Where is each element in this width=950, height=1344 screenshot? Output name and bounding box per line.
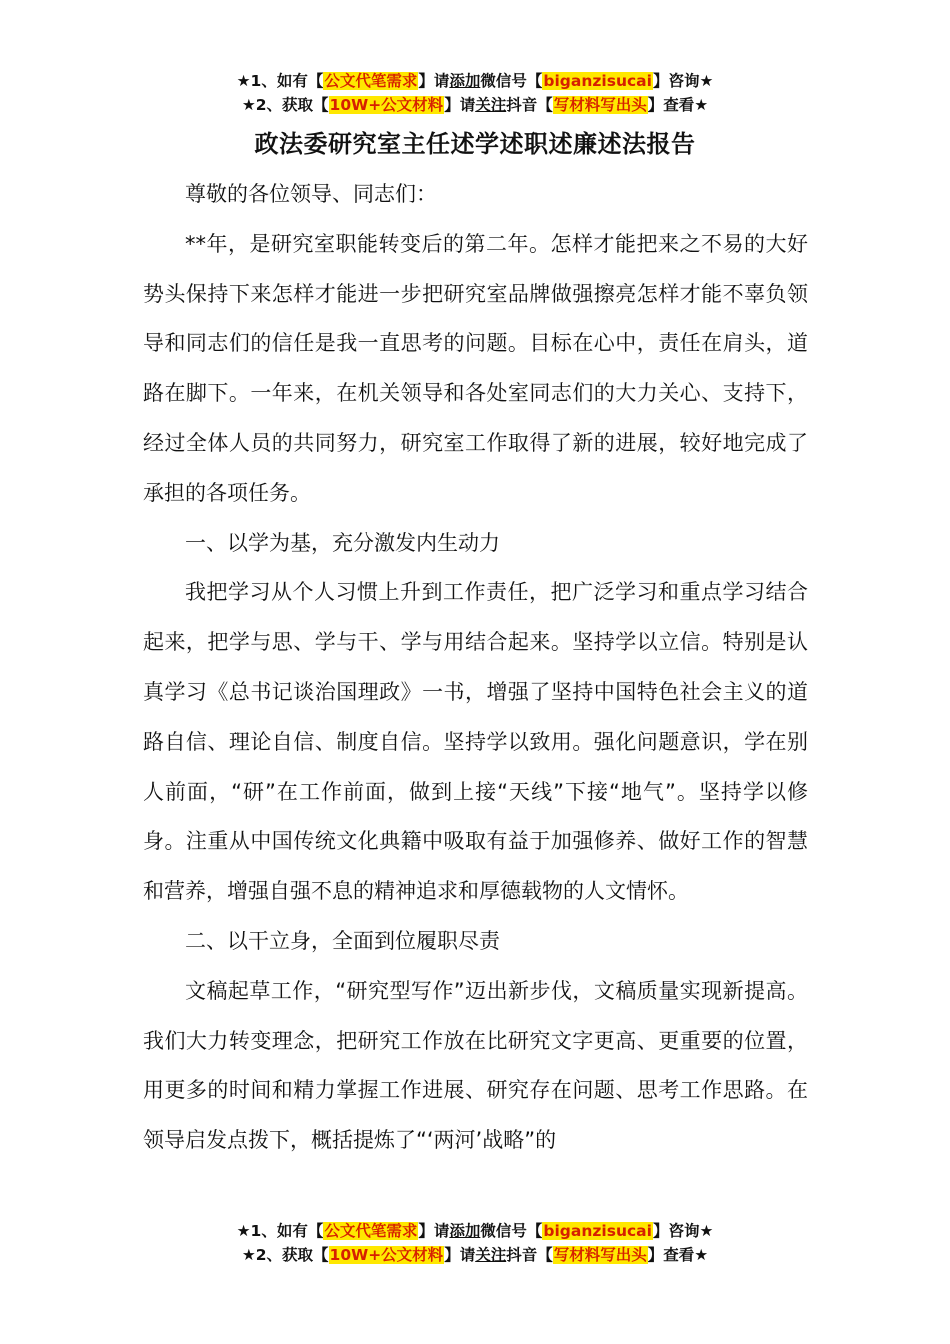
- banner-emphasis: 关注: [475, 1246, 507, 1264]
- wechat-id: biganzisucai: [543, 72, 652, 90]
- douyin-account: 写材料写出头: [553, 1246, 647, 1264]
- document-body: [143, 170, 808, 1166]
- header-banner: [0, 69, 950, 117]
- paragraph-work: 文稿起草工作，“研究型写作”迈出新步伐，文稿质量实现新提高。我们大力转变理念，把研究工作放在比研究文字更高、更重要的位置，用更多的时间和精力掌握工作进展、研究存在问题、思考工作思路。在领导启发点拨下，概括提炼了“‘两河’战略”的: [143, 978, 808, 1153]
- document-title: 政法委研究室主任述学述职述廉述法报告: [254, 130, 696, 158]
- banner-text: ★2、获取【: [241, 96, 329, 114]
- banner-emphasis: 添加: [449, 1222, 481, 1240]
- section-heading-2: 二、以干立身，全面到位履职尽责: [185, 928, 500, 953]
- service-tag: 公文代笔需求: [324, 1222, 418, 1240]
- banner-text: 】请: [444, 1246, 476, 1264]
- banner-text: 抖音【: [506, 96, 553, 114]
- materials-tag: 10W+公文材料: [329, 1246, 444, 1264]
- banner-emphasis: 添加: [449, 72, 481, 90]
- footer-banner: [0, 1219, 950, 1267]
- paragraph-intro: **年，是研究室职能转变后的第二年。怎样才能把来之不易的大好势头保持下来怎样才能进一步把研究室品牌做强擦亮怎样才能不辜负领导和同志们的信任是我一直思考的问题。目标在心中，责任在肩头，道路在脚下。一年来，在机关领导和各处室同志们的大力关心、支持下，经过全体人员的共同努力，研究室工作取得了新的进展，较好地完成了承担的各项任务。: [143, 231, 808, 505]
- wechat-id: biganzisucai: [543, 1222, 652, 1240]
- banner-text: 微信号【: [480, 1222, 543, 1240]
- banner-line-1: [0, 69, 950, 93]
- banner-line-2: [0, 1243, 950, 1267]
- banner-text: 】咨询★: [652, 1222, 714, 1240]
- banner-emphasis: 关注: [475, 96, 507, 114]
- banner-text: ★2、获取【: [241, 1246, 329, 1264]
- materials-tag: 10W+公文材料: [329, 96, 444, 114]
- banner-text: ★1、如有【: [236, 72, 324, 90]
- banner-text: ★1、如有【: [236, 1222, 324, 1240]
- douyin-account: 写材料写出头: [553, 96, 647, 114]
- banner-text: 抖音【: [506, 1246, 553, 1264]
- salutation: 尊敬的各位领导、同志们：: [185, 182, 437, 206]
- banner-text: 】请: [418, 1222, 450, 1240]
- banner-text: 】请: [418, 72, 450, 90]
- section-heading-1: 一、以学为基，充分激发内生动力: [185, 530, 500, 555]
- banner-line-1: [0, 1219, 950, 1243]
- paragraph-study: 我把学习从个人习惯上升到工作责任，把广泛学习和重点学习结合起来，把学与思、学与干、学与用结合起来。坚持学以立信。特别是认真学习《总书记谈治国理政》一书，增强了坚持中国特色社会主义的道路自信、理论自信、制度自信。坚持学以致用。强化问题意识，学在别人前面，“研”在工作前面，做到上接“天线”下接“地气”。坚持学以修身。注重从中国传统文化典籍中吸取有益于加强修养、做好工作的智慧和营养，增强自强不息的精神追求和厚德载物的人文情怀。: [143, 580, 808, 904]
- banner-text: 】查看★: [647, 96, 709, 114]
- service-tag: 公文代笔需求: [324, 72, 418, 90]
- banner-text: 微信号【: [480, 72, 543, 90]
- banner-line-2: [0, 93, 950, 117]
- banner-text: 】查看★: [647, 1246, 709, 1264]
- banner-text: 】咨询★: [652, 72, 714, 90]
- banner-text: 】请: [444, 96, 476, 114]
